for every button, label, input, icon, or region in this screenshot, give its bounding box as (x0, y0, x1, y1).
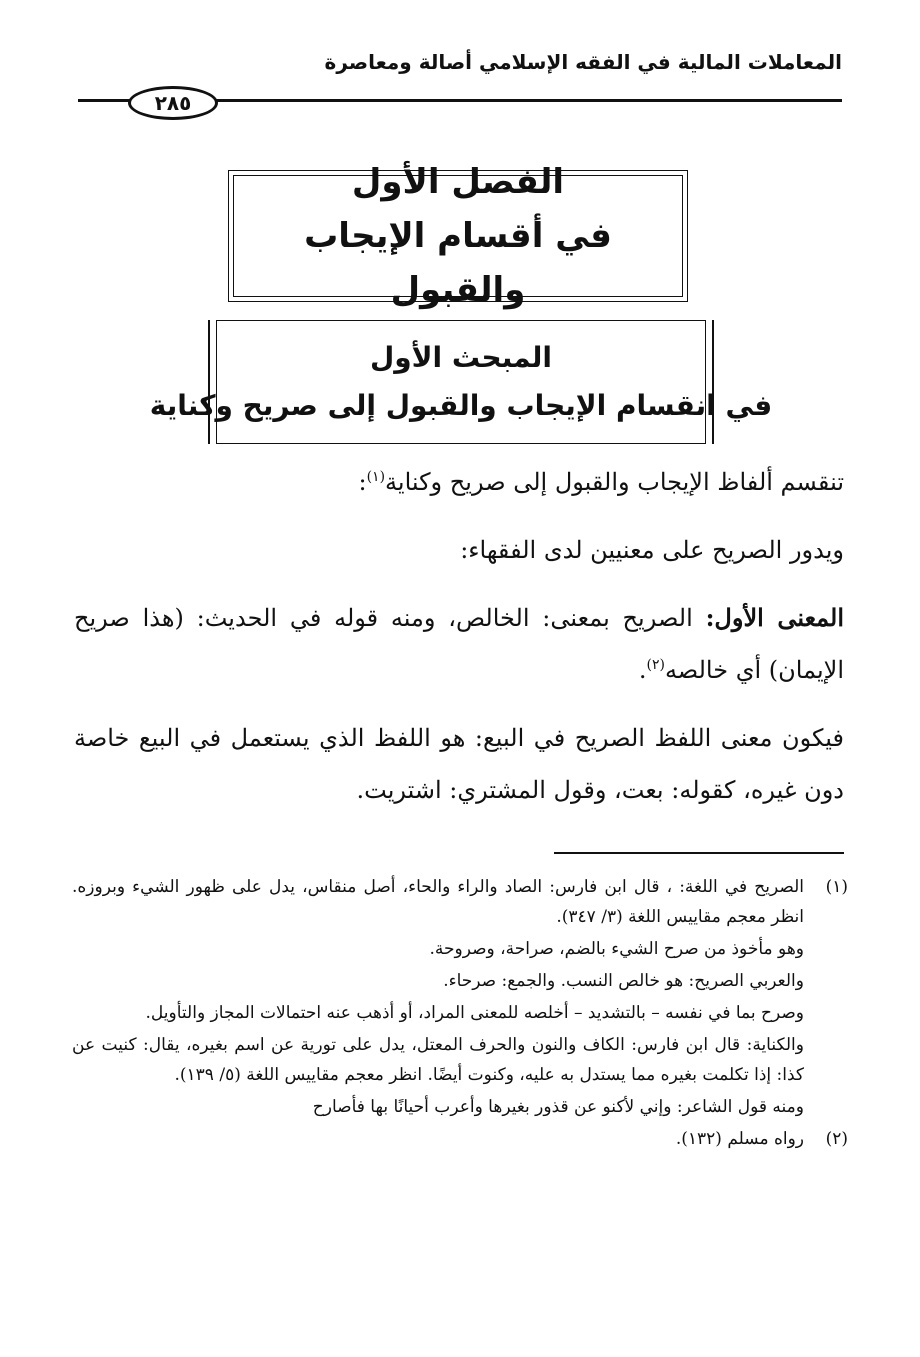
chapter-title-frame (233, 162, 683, 310)
footnote-2-number: (٢) (825, 1129, 848, 1149)
paragraph-2: ويدور الصريح على معنيين لدى الفقهاء: (460, 536, 844, 564)
footnote-1-line: ومنه قول الشاعر: وإني لأكنو عن قذور بغيرها وأعرب أحيانًا بها فأصارح (312, 1097, 804, 1117)
footnote-1-line: والكناية: قال ابن فارس: الكاف والنون والحرف المعتل، يدل على تورية عن اسم بغيره، يقال: كنيت عن كذا: إذا تكلمت بغيره مما يستدل به عليه، وكنوت أيضًا. انظر معجم مقاييس اللغة (٥/ ١٣٩). (72, 1035, 804, 1085)
section-title-frame (149, 320, 773, 444)
body-text (74, 456, 844, 832)
footnote-ref-1: (١) (366, 469, 386, 485)
chapter-title-line2: في أقسام الإيجاب والقبول (304, 216, 612, 310)
section-title-box (149, 320, 773, 444)
footnote-1-line: والعربي الصريح: هو خالص النسب. والجمع: صرحاء. (443, 971, 804, 991)
paragraph-3-end: . (638, 656, 647, 684)
chapter-title-line1: الفصل الأول (351, 162, 565, 202)
footnote-2-text: رواه مسلم (١٣٢). (675, 1129, 804, 1149)
paragraph-1-end: : (358, 468, 367, 496)
footnote-1 (72, 872, 848, 1122)
page-number: ٢٨٥ (128, 86, 218, 120)
chapter-title-box (228, 162, 688, 310)
paragraph-3-lead: المعنى الأول: (705, 603, 844, 632)
footnote-1-line: الصريح في اللغة: ، قال ابن فارس: الصاد والراء والحاء، أصل منقاس، يدل على ظهور الشيء وبروزه. انظر معجم مقاييس اللغة (٣/ ٣٤٧). (72, 877, 804, 927)
paragraph-3-text: الصريح بمعنى: الخالص، ومنه قوله في الحديث: (هذا صريح الإيمان) أي خالصه (74, 604, 844, 684)
footnotes (72, 872, 848, 1156)
running-header: المعاملات المالية في الفقه الإسلامي أصالة ومعاصرة (324, 50, 842, 74)
section-title-line1: المبحث الأول (369, 341, 553, 374)
paragraph-1-text: تنقسم ألفاظ الإيجاب والقبول إلى صريح وكناية (385, 468, 844, 496)
paragraph-1 (74, 456, 844, 508)
footnote-1-number: (١) (825, 877, 848, 897)
footnote-ref-2: (٢) (646, 657, 665, 673)
footnote-separator (554, 852, 844, 854)
section-title-line2: في انقسام الإيجاب والقبول إلى صريح وكناية (149, 389, 773, 422)
footnote-2 (72, 1124, 848, 1154)
paragraph-3 (74, 592, 844, 696)
footnote-1-line: وصرح بما في نفسه – بالتشديد – أخلصه للمعنى المراد، أو أذهب عنه احتمالات المجاز والتأويل. (145, 1003, 804, 1023)
footnote-1-line: وهو مأخوذ من صرح الشيء بالضم، صراحة، وصروحة. (429, 939, 804, 959)
paragraph-4: فيكون معنى اللفظ الصريح في البيع: هو اللفظ الذي يستعمل في البيع خاصة دون غيره، كقوله: بعت، وقول المشتري: اشتريت. (74, 724, 844, 804)
